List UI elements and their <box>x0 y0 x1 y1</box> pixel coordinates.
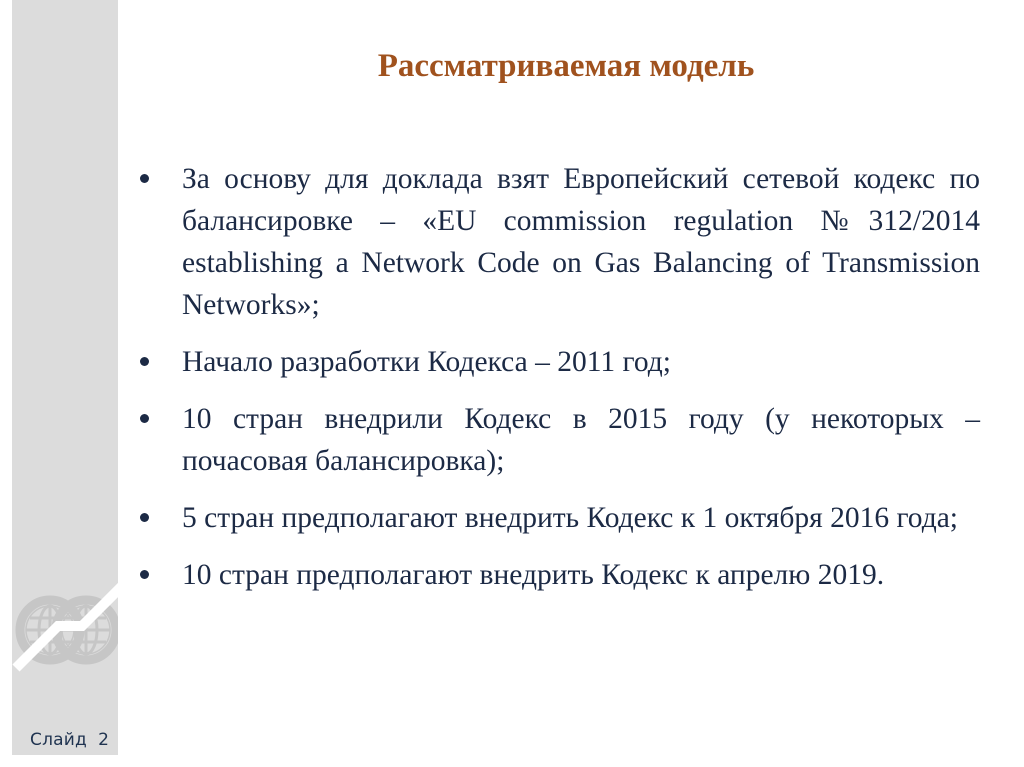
bullet-dot-icon <box>140 513 149 522</box>
slide-number: Слайд 2 <box>30 730 110 750</box>
bullet-text: Начало разработки Кодекса – 2011 год; <box>182 346 671 378</box>
bullet-text: 10 стран внедрили Кодекс в 2015 году (у некоторых – почасовая балансировка); <box>182 403 980 477</box>
bullet-item <box>140 341 980 383</box>
bullet-item <box>140 497 980 539</box>
bullet-text: 5 стран предполагают внедрить Кодекс к 1 октября 2016 года; <box>182 502 959 534</box>
bullet-item <box>140 398 980 482</box>
bullet-text: За основу для доклада взят Европейский сетевой кодекс по балансировке – «EU commission regulation №312/2014 establishing a Network Code on Gas Balancing of Transmission Networks»; <box>182 163 980 321</box>
bullet-dot-icon <box>140 357 149 366</box>
bullet-list <box>140 158 980 611</box>
bullet-item <box>140 554 980 596</box>
slide-title: Рассматриваемая модель <box>377 48 755 84</box>
bullet-dot-icon <box>140 414 149 423</box>
double-globe-logo-icon <box>12 582 118 678</box>
bullet-dot-icon <box>140 570 149 579</box>
bullet-item <box>140 158 980 326</box>
bullet-text: 10 стран предполагают внедрить Кодекс к апрелю 2019. <box>182 559 885 591</box>
bullet-dot-icon <box>140 174 149 183</box>
